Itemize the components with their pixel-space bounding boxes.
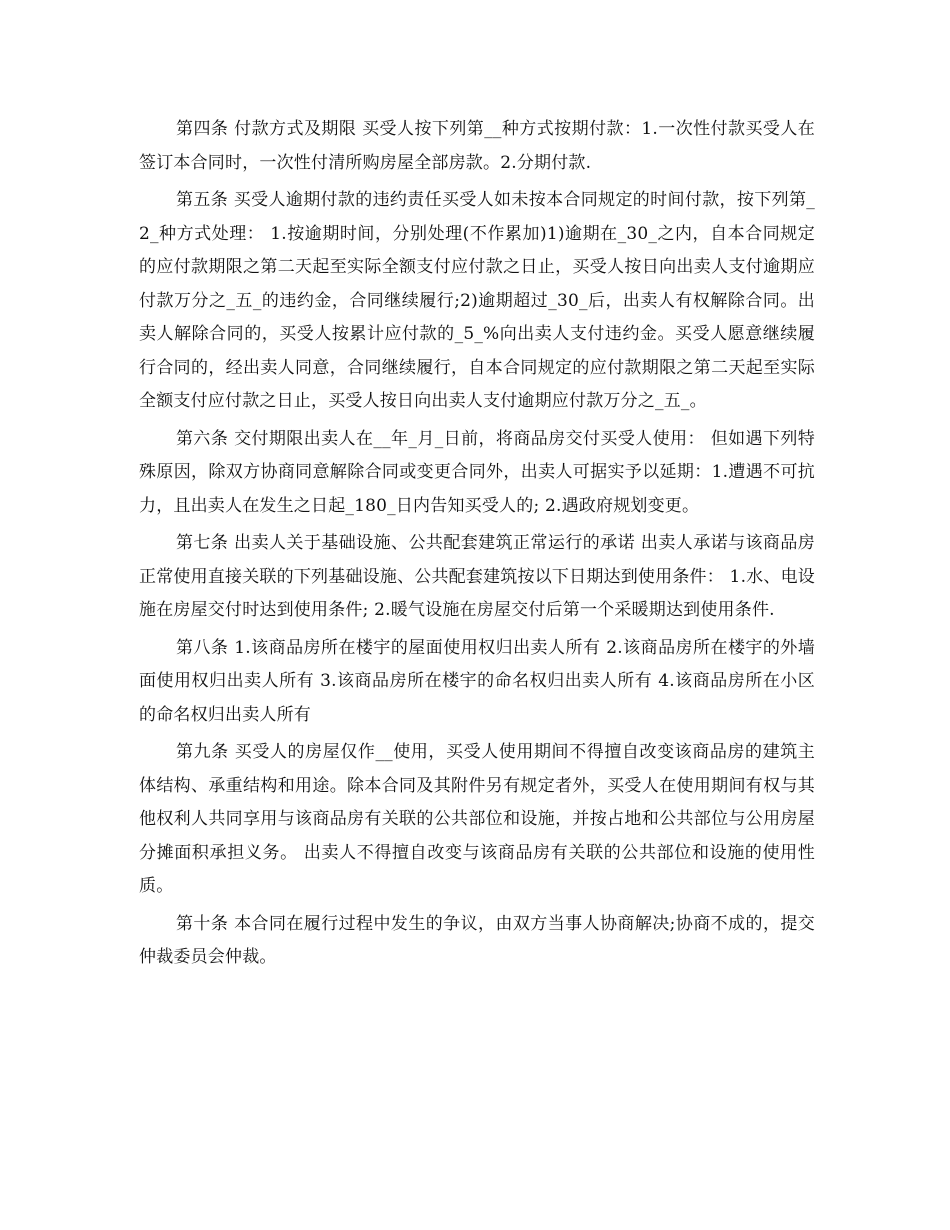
article-4-paragraph: 第四条 付款方式及期限 买受人按下列第__种方式按期付款：1.一次性付款买受人在签订本合同时，一次性付清所购房屋全部房款。2.分期付款. xyxy=(139,119,815,173)
article-8-paragraph: 第八条 1.该商品房所在楼宇的屋面使用权归出卖人所有 2.该商品房所在楼宇的外墙面使用权归出卖人所有 3.该商品房所在楼宇的命名权归出卖人所有 4.该商品房所在小区的命名权归出卖人所有 xyxy=(139,637,815,725)
article-10-paragraph: 第十条 本合同在履行过程中发生的争议，由双方当事人协商解决;协商不成的，提交仲裁委员会仲裁。 xyxy=(139,913,815,967)
document-body xyxy=(139,113,815,979)
article-5-paragraph: 第五条 买受人逾期付款的违约责任买受人如未按本合同规定的时间付款，按下列第_2_种方式处理： 1.按逾期时间，分别处理(不作累加)1)逾期在_30_之内，自本合同规定的应付款期限之第二天起至实际全额支付应付款之日止，买受人按日向出卖人支付逾期应付款万分之_五_的违约金，合同继续履行;2)逾期超过_30_后，出卖人有权解除合同。出卖人解除合同的，买受人按累计应付款的_5_%向出卖人支付违约金。买受人愿意继续履行合同的，经出卖人同意，合同继续履行，自本合同规定的应付款期限之第二天起至实际全额支付应付款之日止，买受人按日向出卖人支付逾期应付款万分之_五_。 xyxy=(139,190,815,411)
article-9-paragraph: 第九条 买受人的房屋仅作__使用，买受人使用期间不得擅自改变该商品房的建筑主体结构、承重结构和用途。除本合同及其附件另有规定者外，买受人在使用期间有权与其他权利人共同享用与该商品房有关联的公共部位和设施，并按占地和公共部位与公用房屋分摊面积承担义务。 出卖人不得擅自改变与该商品房有关联的公共部位和设施的使用性质。 xyxy=(139,742,815,896)
article-7-paragraph: 第七条 出卖人关于基础设施、公共配套建筑正常运行的承诺 出卖人承诺与该商品房正常使用直接关联的下列基础设施、公共配套建筑按以下日期达到使用条件： 1.水、电设施在房屋交付时达到使用条件; 2.暖气设施在房屋交付后第一个采暖期达到使用条件. xyxy=(139,533,815,620)
article-6-paragraph: 第六条 交付期限出卖人在__年_月_日前，将商品房交付买受人使用： 但如遇下列特殊原因，除双方协商同意解除合同或变更合同外，出卖人可据实予以延期：1.遭遇不可抗力，且出卖人在发生之日起_180_日内告知买受人的; 2.遇政府规划变更。 xyxy=(139,428,815,516)
